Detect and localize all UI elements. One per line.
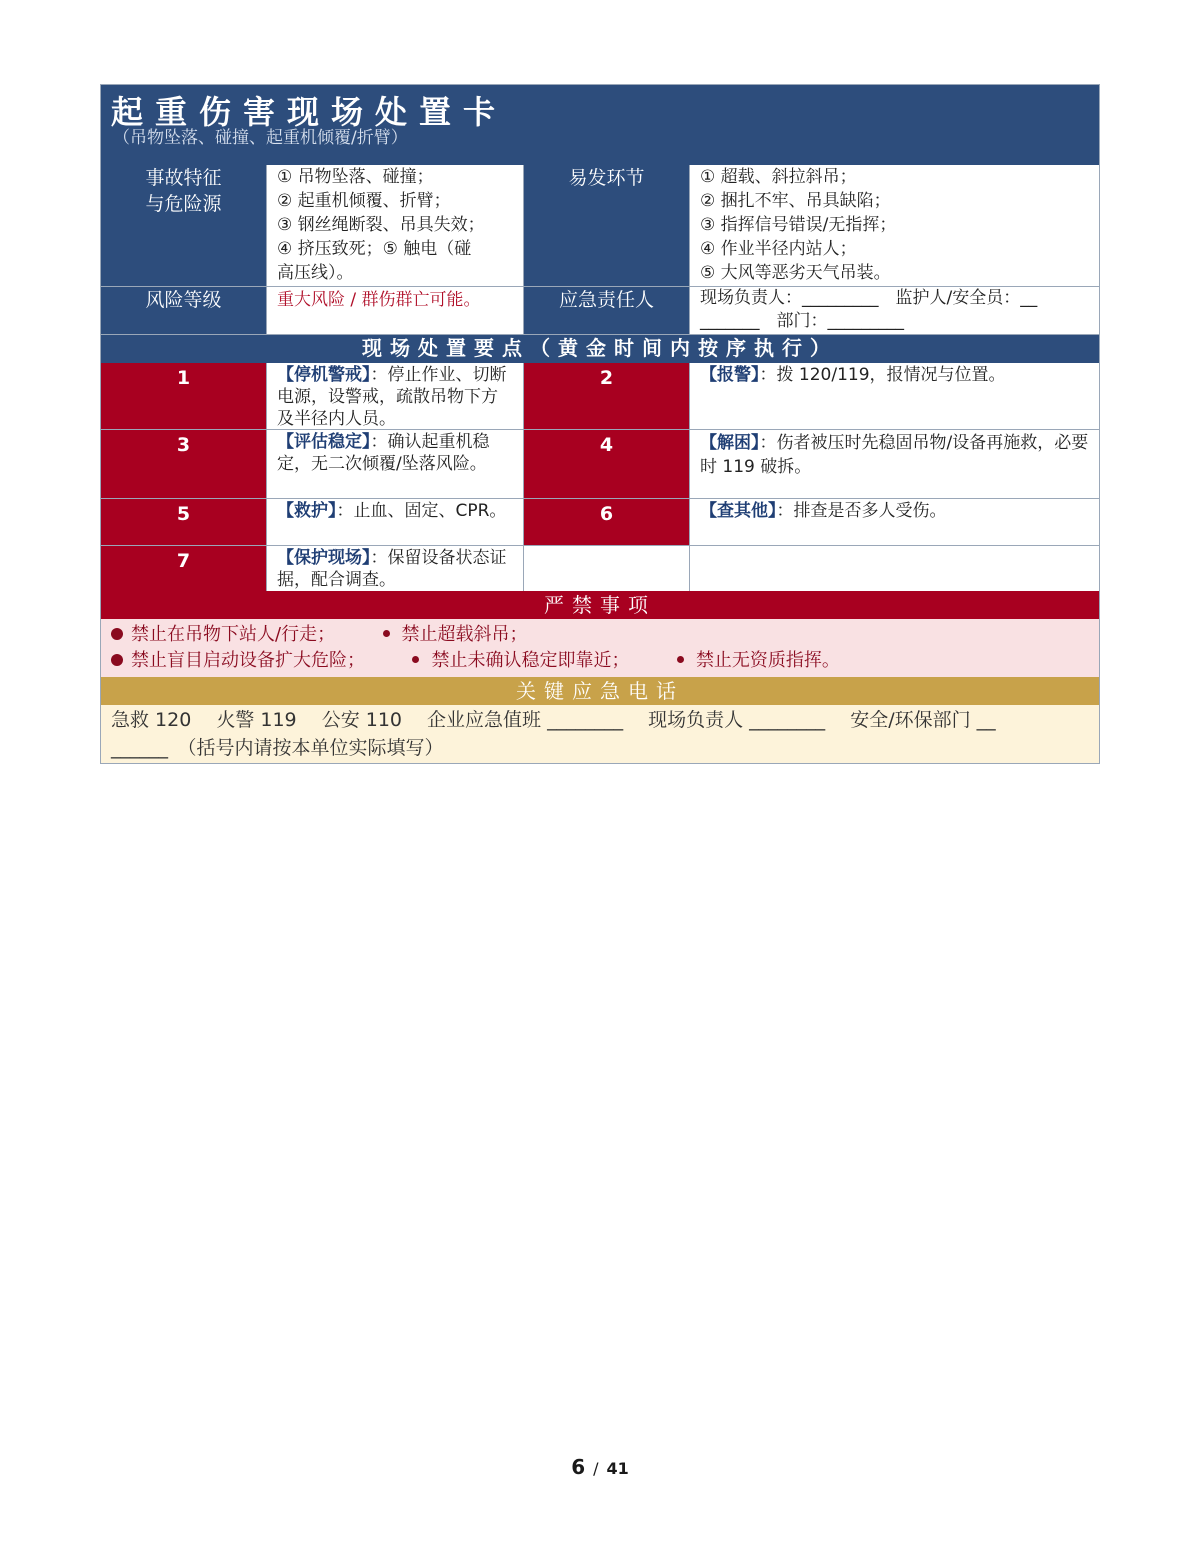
accident-item: ④ 挤压致死；⑤ 触电（碰 <box>277 239 472 259</box>
step-keyword: 【解困】 <box>700 433 760 453</box>
empty-cell <box>690 546 1099 591</box>
step-text: ：确认起重机稳定，无二次倾覆/坠落风险。 <box>277 432 490 474</box>
step-text-cell <box>690 499 1099 546</box>
steps-header-text: 现场处置要点（黄金时间内按序执行） <box>362 336 838 360</box>
page-number <box>0 1455 1200 1479</box>
bullet-icon <box>111 628 123 640</box>
bullet-icon <box>111 654 123 666</box>
bullet-icon <box>412 656 419 663</box>
page-separator: / <box>593 1459 599 1478</box>
card-subtitle: （吊物坠落、碰撞、起重机倾覆/折臂） <box>113 128 408 148</box>
risk-value-cell <box>267 287 523 335</box>
accident-items-cell <box>267 165 523 287</box>
step-keyword: 【报警】 <box>700 365 760 385</box>
step-keyword: 【保护现场】 <box>277 548 371 568</box>
emergency-card <box>100 84 1100 764</box>
step-text-cell <box>267 363 523 430</box>
step-number-cell <box>523 499 690 546</box>
empty-cell <box>523 546 690 591</box>
prohibition-item: 禁止超载斜吊； <box>401 624 528 645</box>
resp-value-cell <box>690 287 1099 335</box>
step-number: 5 <box>176 503 191 525</box>
prone-label: 易发环节 <box>568 167 645 189</box>
prohibitions-body <box>101 619 1099 677</box>
prohibitions-header-text: 严禁事项 <box>544 593 656 617</box>
prone-item: ② 捆扎不牢、吊具缺陷； <box>700 191 891 211</box>
accident-item: 高压线）。 <box>277 263 354 283</box>
risk-value: 重大风险 / 群伤群亡可能。 <box>277 290 481 310</box>
risk-label-cell <box>101 287 267 335</box>
step-number-cell <box>101 363 267 430</box>
prohibition-item: 禁止无资质指挥。 <box>695 650 840 671</box>
accident-item: ① 吊物坠落、碰撞； <box>277 167 434 187</box>
step-text-cell <box>267 499 523 546</box>
prone-item: ① 超载、斜拉斜吊； <box>700 167 857 187</box>
resp-line: _______ 部门：_________ <box>700 311 904 331</box>
step-number-cell <box>523 363 690 430</box>
prone-item: ④ 作业半径内站人； <box>700 239 857 259</box>
step-number-cell <box>101 499 267 546</box>
prone-item: ③ 指挥信号错误/无指挥； <box>700 215 897 235</box>
step-number: 7 <box>176 550 191 572</box>
step-text-cell <box>690 363 1099 430</box>
prohibition-item: 禁止盲目启动设备扩大危险； <box>131 650 365 671</box>
card-title: 起重伤害现场处置卡 <box>111 93 508 131</box>
phones-header <box>101 677 1099 705</box>
card-header <box>101 85 1099 165</box>
step-keyword: 【停机警戒】 <box>277 365 371 385</box>
prohibition-item: 禁止在吊物下站人/行走； <box>131 624 336 645</box>
step-text: ：伤者被压时先稳固吊物/设备再施救，必要时 119 破拆。 <box>700 433 1089 477</box>
accident-label-line2: 与危险源 <box>145 193 222 215</box>
accident-label-line1: 事故特征 <box>145 167 222 189</box>
step-number: 2 <box>599 367 614 389</box>
bullet-icon <box>677 656 684 663</box>
prone-items-cell <box>690 165 1099 287</box>
page-total: 41 <box>606 1459 629 1478</box>
risk-label: 风险等级 <box>145 289 222 311</box>
step-keyword: 【查其他】 <box>700 501 777 521</box>
step-text: ：排查是否多人受伤。 <box>776 501 947 521</box>
step-number: 1 <box>176 367 191 389</box>
step-number-cell <box>101 430 267 499</box>
accident-item: ② 起重机倾覆、折臂； <box>277 191 451 211</box>
resp-label: 应急责任人 <box>558 289 654 311</box>
prohibitions-header <box>101 591 1099 619</box>
prone-label-cell <box>523 165 690 287</box>
steps-header <box>101 335 1099 363</box>
step-text-cell <box>267 430 523 499</box>
step-text-cell <box>690 430 1099 499</box>
prohibition-item: 禁止未确认稳定即靠近； <box>431 650 630 671</box>
page-current: 6 <box>571 1455 586 1479</box>
step-number: 4 <box>599 434 614 456</box>
resp-line: 现场负责人：_________ 监护人/安全员：__ <box>700 288 1038 308</box>
accident-item: ③ 钢丝绳断裂、吊具失效； <box>277 215 485 235</box>
step-number-cell <box>523 430 690 499</box>
phones-body <box>101 705 1099 763</box>
resp-label-cell <box>523 287 690 335</box>
step-number: 3 <box>176 434 191 456</box>
step-text: ：止血、固定、CPR。 <box>336 501 507 521</box>
phones-header-text: 关键应急电话 <box>516 679 684 703</box>
step-text: ：保留设备状态证据，配合调查。 <box>277 548 507 590</box>
phones-line: ______ （括号内请按本单位实际填写） <box>111 737 444 759</box>
step-number-cell <box>101 546 267 591</box>
phones-line: 急救 120 火警 119 公安 110 企业应急值班 ________ 现场负责人 ________ 安全/环保部门 __ <box>111 709 996 731</box>
step-text: ：停止作业、切断电源，设警戒，疏散吊物下方及半径内人员。 <box>277 365 507 429</box>
accident-label-cell <box>101 165 267 287</box>
prone-item: ⑤ 大风等恶劣天气吊装。 <box>700 263 891 283</box>
step-text: ：拨 120/119，报情况与位置。 <box>759 365 1006 385</box>
bullet-icon <box>383 630 390 637</box>
step-number: 6 <box>599 503 614 525</box>
step-keyword: 【评估稳定】 <box>277 432 371 452</box>
step-text-cell <box>267 546 523 591</box>
step-keyword: 【救护】 <box>277 501 337 521</box>
